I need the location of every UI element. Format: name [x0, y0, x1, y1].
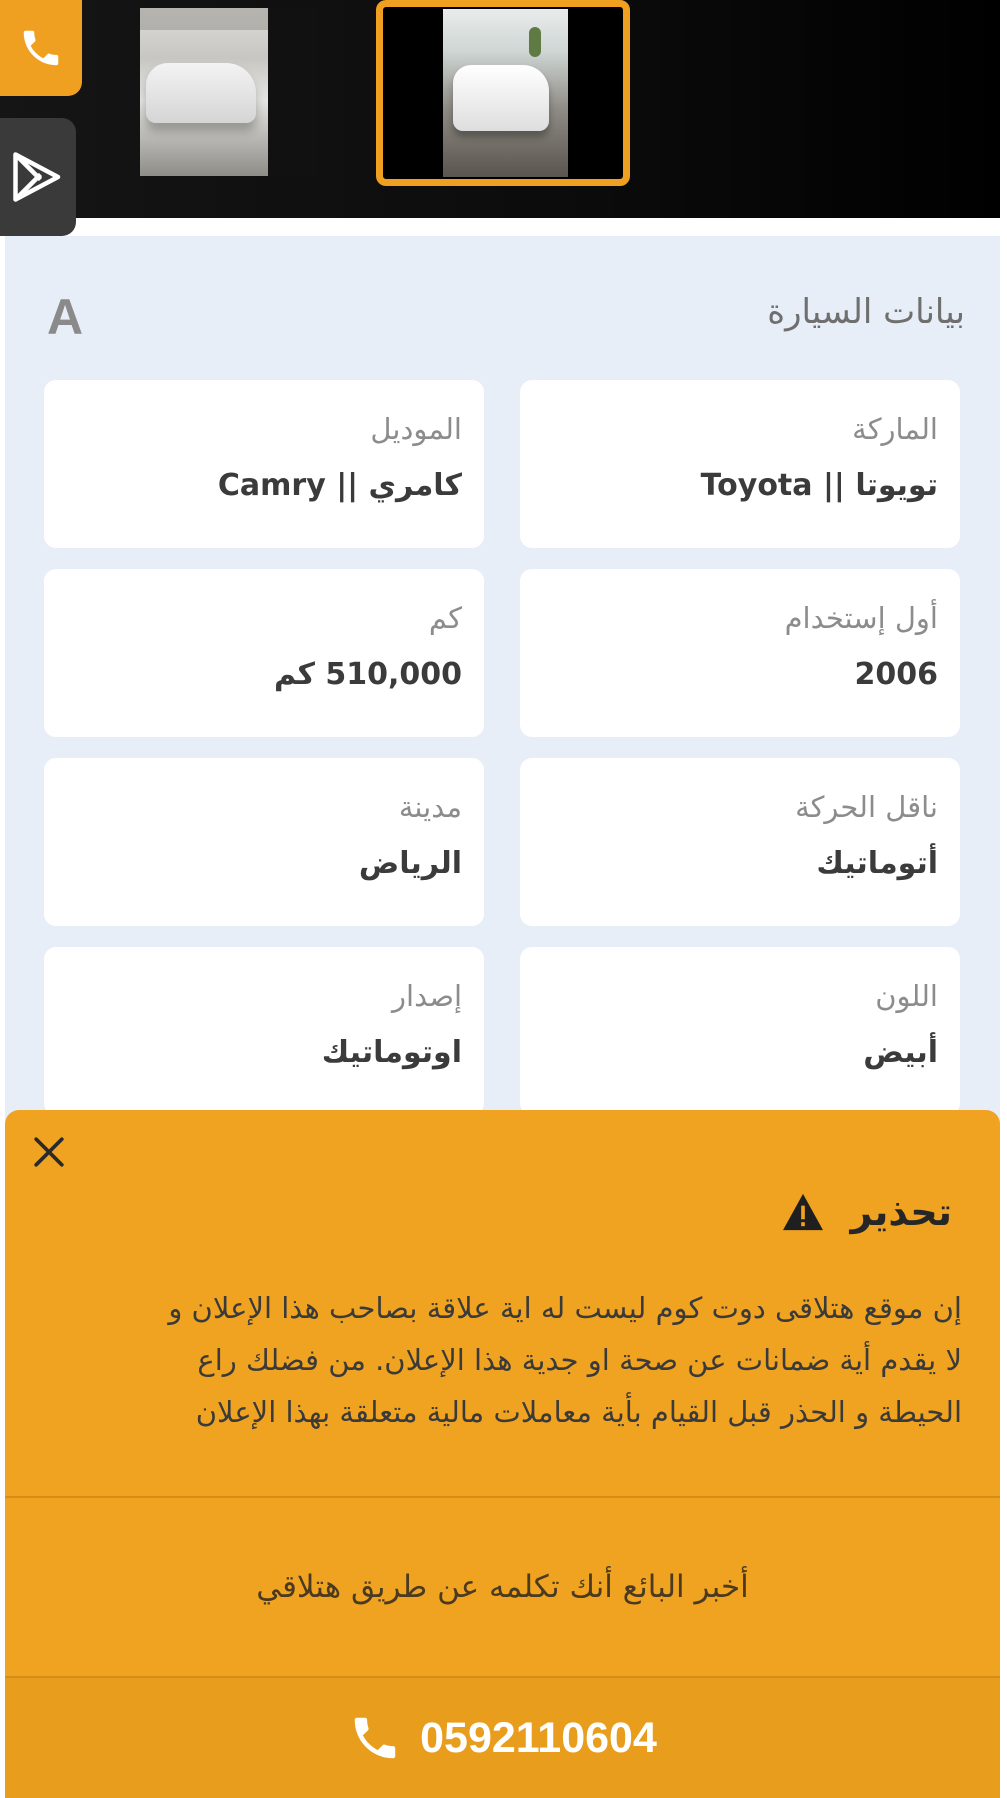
- info-card-model: [44, 380, 484, 548]
- field-label: اللون: [875, 979, 938, 1013]
- field-label: أول إستخدام: [784, 601, 938, 635]
- car-photo: [140, 8, 268, 176]
- field-label: إصدار: [392, 979, 462, 1013]
- info-card-mileage: [44, 569, 484, 737]
- info-card-brand: [520, 380, 960, 548]
- info-card-transmission: [520, 758, 960, 926]
- phone-icon: [348, 1711, 402, 1765]
- phone-icon: [18, 25, 64, 71]
- field-label: الماركة: [852, 412, 938, 446]
- info-card-first-use: [520, 569, 960, 737]
- field-value: اوتوماتيك: [321, 1035, 462, 1070]
- play-store-button[interactable]: [0, 118, 76, 236]
- call-seller-button[interactable]: [5, 1678, 1000, 1798]
- field-label: مدينة: [398, 790, 462, 824]
- warning-triangle-icon: [780, 1192, 826, 1232]
- field-value: تويوتا || Toyota: [700, 468, 938, 503]
- field-value: الرياض: [358, 846, 462, 881]
- field-value: 510,000 كم: [273, 657, 462, 692]
- field-value: كامري || Camry: [217, 468, 462, 503]
- image-gallery[interactable]: [0, 0, 1000, 218]
- field-label: الموديل: [370, 412, 462, 446]
- gallery-thumbnail-selected[interactable]: [376, 0, 630, 186]
- field-label: ناقل الحركة: [795, 790, 938, 824]
- warning-line: الحيطة و الحذر قبل القيام بأية معاملات مالية متعلقة بهذا الإعلان: [195, 1395, 962, 1429]
- close-icon[interactable]: [27, 1130, 71, 1174]
- play-store-icon: [8, 147, 68, 207]
- field-value: أتوماتيك: [816, 846, 938, 881]
- gallery-thumbnail[interactable]: [140, 8, 318, 176]
- info-card-city: [44, 758, 484, 926]
- section-title: بيانات السيارة: [767, 292, 965, 332]
- field-label: كم: [428, 601, 462, 635]
- font-size-toggle[interactable]: A: [47, 289, 84, 345]
- warning-header: [780, 1190, 952, 1234]
- info-card-color: [520, 947, 960, 1115]
- warning-message: [75, 1282, 962, 1438]
- call-button[interactable]: [0, 0, 82, 96]
- section-header: [5, 236, 1000, 376]
- car-photo: [443, 9, 568, 177]
- warning-line: إن موقع هتلاقى دوت كوم ليست له اية علاقة بصاحب هذا الإعلان و: [168, 1291, 962, 1325]
- warning-line: لا يقدم أية ضمانات عن صحة او جدية هذا الإعلان. من فضلك راع: [197, 1343, 962, 1377]
- warning-title: تحذير: [850, 1190, 952, 1234]
- warning-sheet: [5, 1110, 1000, 1798]
- field-value: أبيض: [863, 1035, 938, 1070]
- phone-number[interactable]: 0592110604: [420, 1713, 657, 1762]
- info-card-edition: [44, 947, 484, 1115]
- field-value: 2006: [854, 657, 938, 692]
- tell-seller-note: أخبر البائع أنك تكلمه عن طريق هتلاقي: [256, 1569, 749, 1605]
